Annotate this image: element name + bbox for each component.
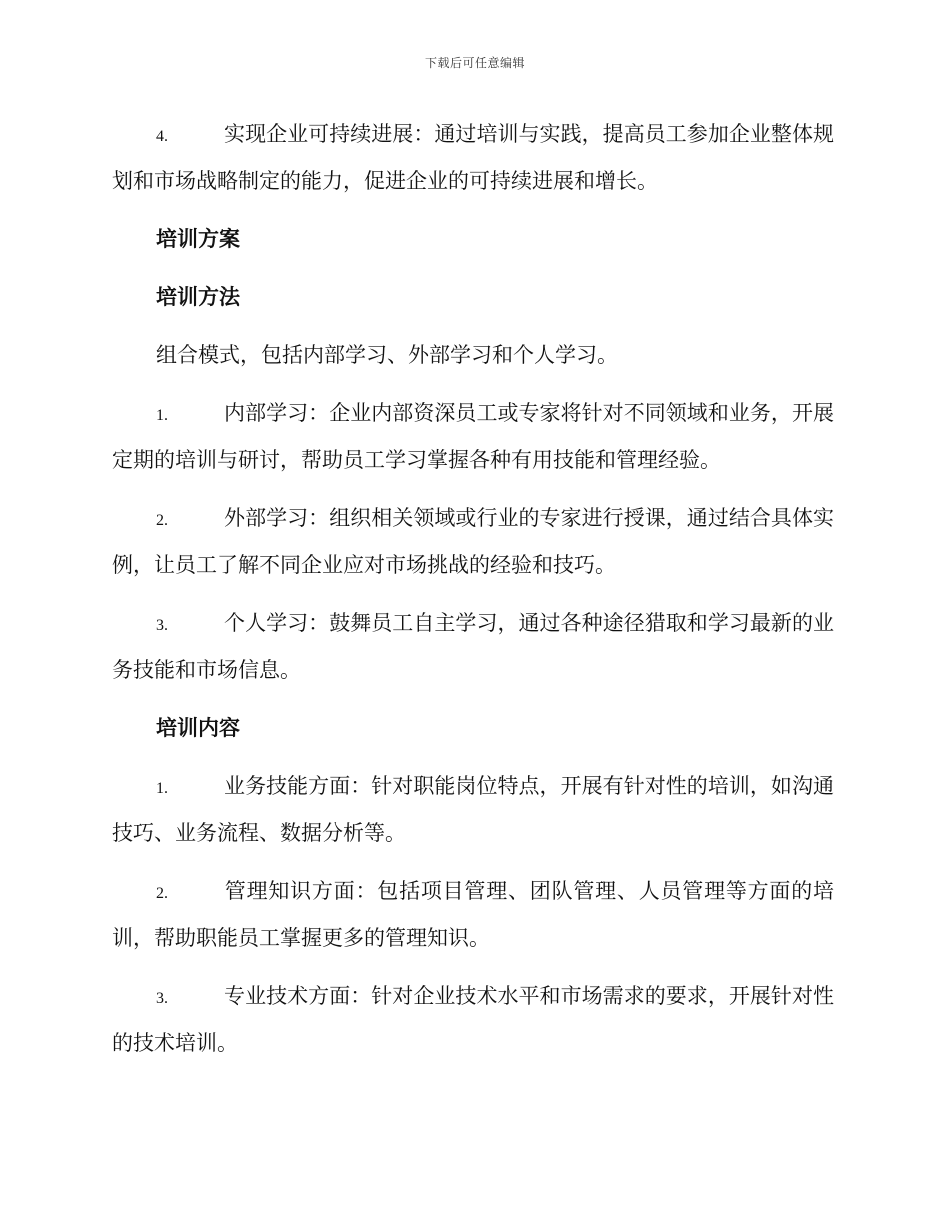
list-text: 管理知识方面：包括项目管理、团队管理、人员管理等方面的培训，帮助职能员工掌握更多的管理知识。 xyxy=(112,879,834,950)
paragraph: 组合模式，包括内部学习、外部学习和个人学习。 xyxy=(156,343,618,367)
section-heading: 培训方案 xyxy=(156,227,240,251)
list-number: 1. xyxy=(156,780,168,797)
list-item xyxy=(112,974,834,1065)
list-item xyxy=(112,391,834,482)
document-body xyxy=(112,112,834,1079)
list-number: 2. xyxy=(156,885,168,902)
list-text: 专业技术方面：针对企业技术水平和市场需求的要求，开展针对性的技术培训。 xyxy=(112,984,834,1055)
list-item xyxy=(112,601,834,692)
list-text: 外部学习：组织相关领域或行业的专家进行授课，通过结合具体实例，让员工了解不同企业应对市场挑战的经验和技巧。 xyxy=(112,506,834,577)
list-text: 实现企业可持续进展：通过培训与实践，提高员工参加企业整体规划和市场战略制定的能力，促进企业的可持续进展和增长。 xyxy=(112,122,834,193)
list-item xyxy=(112,869,834,960)
list-item xyxy=(112,112,834,203)
section-heading: 培训方法 xyxy=(156,285,240,309)
list-text: 个人学习：鼓舞员工自主学习，通过各种途径猎取和学习最新的业务技能和市场信息。 xyxy=(112,611,834,682)
list-text: 内部学习：企业内部资深员工或专家将针对不同领域和业务，开展定期的培训与研讨，帮助员工学习掌握各种有用技能和管理经验。 xyxy=(112,401,834,472)
list-number: 3. xyxy=(156,990,168,1007)
list-number: 4. xyxy=(156,128,168,145)
list-item xyxy=(112,764,834,855)
section-heading: 培训内容 xyxy=(156,716,240,740)
list-number: 1. xyxy=(156,407,168,424)
list-number: 3. xyxy=(156,617,168,634)
list-number: 2. xyxy=(156,512,168,529)
page-header: 下载后可任意编辑 xyxy=(424,56,525,70)
list-item xyxy=(112,496,834,587)
list-text: 业务技能方面：针对职能岗位特点，开展有针对性的培训，如沟通技巧、业务流程、数据分析等。 xyxy=(112,774,834,845)
